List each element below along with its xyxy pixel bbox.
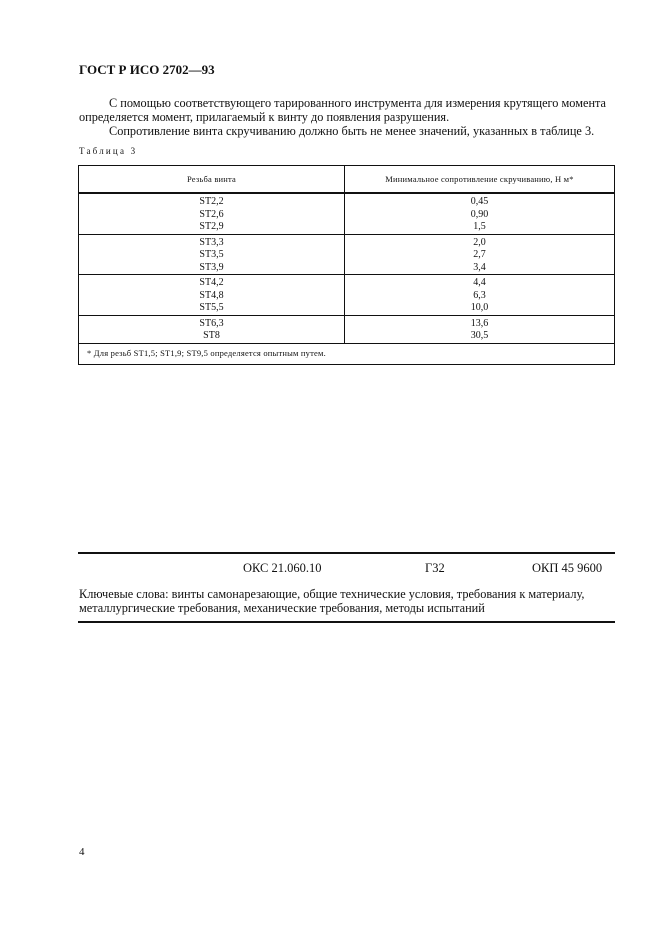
okp-code: ОКП 45 9600 (532, 561, 603, 575)
thread-cell: ST2,2 ST2,6 ST2,9 (79, 193, 345, 234)
thread-cell: ST3,3 ST3,5 ST3,9 (79, 234, 345, 275)
oks-code: ОКС 21.060.10 (243, 561, 322, 575)
table-label: Таблица 3 (79, 146, 138, 156)
table-footnote-row (79, 343, 615, 364)
torque-cell: 2,0 2,7 3,4 (345, 234, 615, 275)
table-row (79, 234, 615, 275)
table-footnote: * Для резьб ST1,5; ST1,9; ST9,5 определяется опытным путем. (79, 343, 615, 364)
table-row (79, 275, 615, 316)
document-title: ГОСТ Р ИСО 2702—93 (79, 62, 215, 77)
keywords: Ключевые слова: винты самонарезающие, общие технические условия, требования к материалу, металлургические требования, механические требования, методы испытаний (79, 587, 585, 615)
torque-cell: 0,45 0,90 1,5 (345, 193, 615, 234)
table-row (79, 193, 615, 234)
table-header-row (79, 166, 615, 194)
column-header-thread: Резьба винта (79, 166, 345, 194)
thread-cell: ST4,2 ST4,8 ST5,5 (79, 275, 345, 316)
paragraph-requirement: Сопротивление винта скручиванию должно быть не менее значений, указанных в таблице 3. (109, 124, 595, 138)
thread-cell: ST6,3 ST8 (79, 315, 345, 343)
table-row (79, 315, 615, 343)
torque-cell: 4,4 6,3 10,0 (345, 275, 615, 316)
torque-cell: 13,6 30,5 (345, 315, 615, 343)
torsion-table (78, 165, 615, 365)
page-number: 4 (79, 846, 85, 858)
column-header-torque: Минимальное сопротивление скручиванию, Н м* (345, 166, 615, 194)
divider-bottom (78, 621, 615, 623)
divider-top (78, 552, 615, 554)
group-code: Г32 (425, 561, 445, 575)
paragraph-measurement: С помощью соответствующего тарированного инструмента для измерения крутящего момента определяется момент, прилагаемый к винту до появления разрушения. (79, 96, 607, 124)
